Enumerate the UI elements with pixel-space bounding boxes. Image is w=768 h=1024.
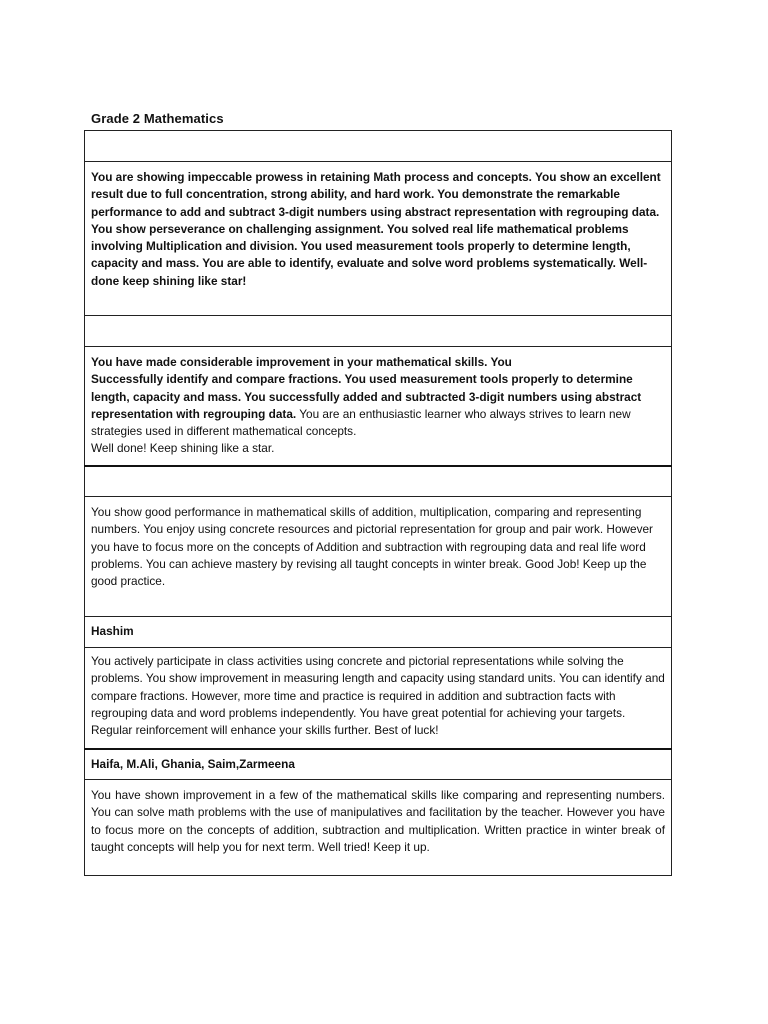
remark-text [91, 169, 665, 290]
remark-normal-text: You are an enthusiastic learner who always strives to learn new strategies used in different mathematical concepts. Well done! Keep shining like a star. [91, 406, 631, 456]
remark-cell [85, 780, 672, 876]
student-name-cell [85, 131, 672, 162]
remark-cell [85, 497, 672, 617]
remark-normal-text: You have shown improvement in a few of the mathematical skills like comparing and representing numbers. You can solve math problems with the use of manipulatives and facilitation by the teacher. However you have to focus more on the concepts of addition, subtraction and multiplication. Written practice in winter break of taught concepts will help you for next term. Well tried! Keep it up. [91, 788, 665, 854]
remark-normal-text: You actively participate in class activities using concrete and pictorial representations while solving the problems. You show improvement in measuring length and capacity using standard units. You can identify and compare fractions. However, more time and practice is required in addition and subtraction facts with regrouping data and word problems independently. You have great potential for achieving your targets. Regular reinforcement will enhance your skills further. Best of luck! [91, 654, 665, 738]
remark-row [85, 648, 672, 749]
student-name-row [85, 466, 672, 497]
student-name-cell: Hashim [85, 617, 672, 648]
student-name-row [85, 316, 672, 347]
remarks-table [84, 130, 672, 876]
remark-row [85, 497, 672, 617]
remark-text [91, 354, 665, 458]
document-title: Grade 2 Mathematics [91, 111, 224, 126]
student-name-cell: Haifa, M.Ali, Ghania, Saim,Zarmeena [85, 749, 672, 780]
remark-row [85, 162, 672, 316]
remark-cell [85, 162, 672, 316]
remark-text [91, 787, 665, 856]
student-name-cell [85, 316, 672, 347]
remark-text [91, 653, 665, 739]
remark-bold-text: You are showing impeccable prowess in retaining Math process and concepts. You show an excellent result due to full concentration, strong ability, and hard work. You demonstrate the remarkable performance to add and subtract 3-digit numbers using abstract representation with regrouping data. You show perseverance on challenging assignment. You solved real life mathematical problems involving Multiplication and division. You used measurement tools properly to determine length, capacity and mass. You are able to identify, evaluate and solve word problems systematically. Well-done keep shining like star! [91, 170, 661, 288]
remark-bold-text: You have made considerable improvement in your mathematical skills. You Successfully identify and compare fractions. You used measurement tools properly to determine length, capacity and mass. You successfully added and subtracted 3-digit numbers using abstract representation with regrouping data. [91, 355, 642, 421]
remark-cell [85, 347, 672, 466]
student-name-row [85, 749, 672, 780]
remark-cell [85, 648, 672, 749]
student-name-row [85, 131, 672, 162]
remark-text [91, 504, 665, 590]
remark-normal-text: You show good performance in mathematical skills of addition, multiplication, comparing and representing numbers. You enjoy using concrete resources and pictorial representation for group and pair work. However you have to focus more on the concepts of Addition and subtraction with regrouping data and real life word problems. You can achieve mastery by revising all taught concepts in winter break. Good Job! Keep up the good practice. [91, 505, 653, 589]
remark-row [85, 347, 672, 466]
student-name-row [85, 617, 672, 648]
remark-row [85, 780, 672, 876]
student-name-cell [85, 466, 672, 497]
